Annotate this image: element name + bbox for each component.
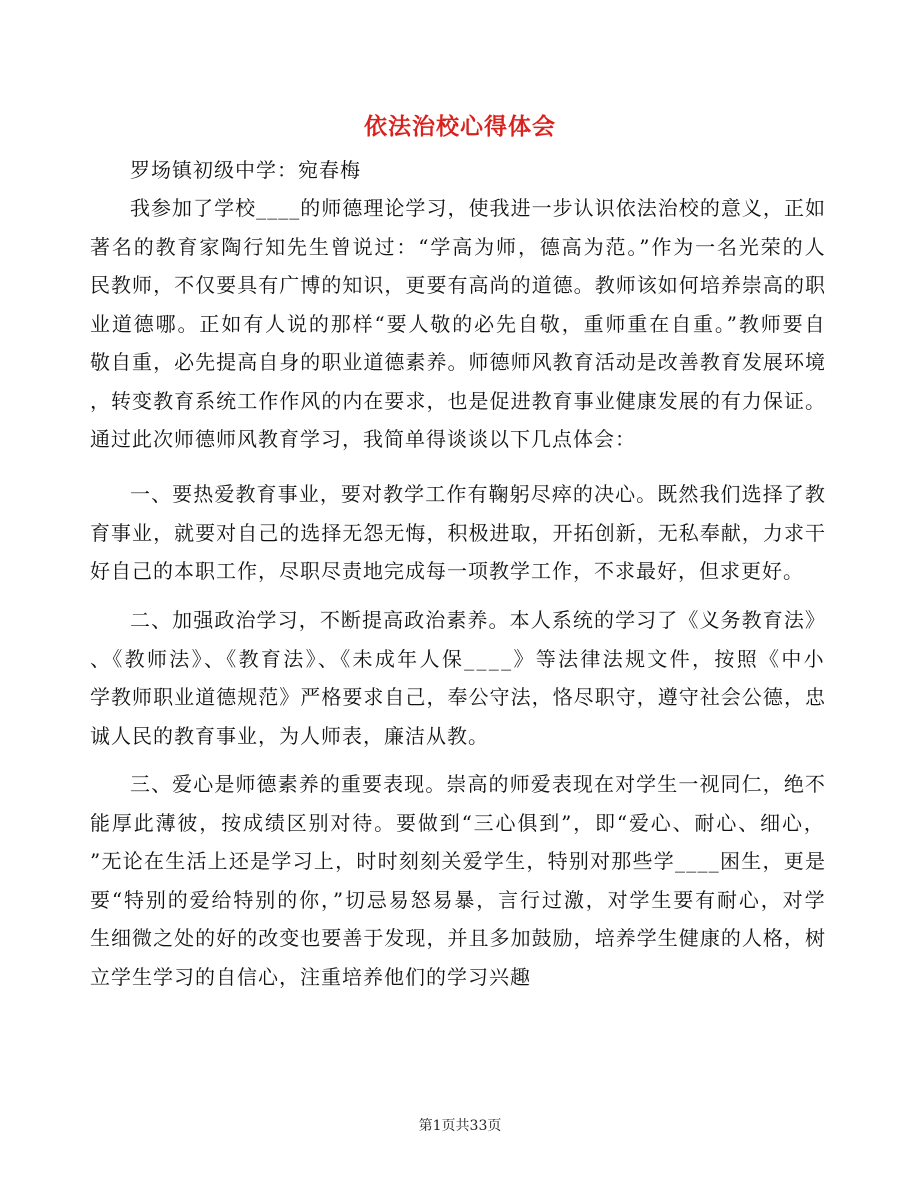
paragraph-line: 民教师，不仅要具有广博的知识，更要有高尚的道德。教师该如何培养崇高的职	[90, 273, 827, 297]
paragraph-line: 我参加了学校____的师德理论学习，使我进一步认识依法治校的意义，正如	[130, 196, 827, 220]
paragraph-line: ，转变教育系统工作作风的内在要求，也是促进教育事业健康发展的有力保证。	[90, 388, 827, 413]
paragraph-line: 诚人民的教育事业，为人师表，廉洁从教。	[90, 723, 489, 748]
paragraph-line: 能厚此薄彼，按成绩区别对待。要做到“三心俱到”，即“爱心、耐心、细心，	[90, 810, 826, 835]
paragraph-line: 著名的教育家陶行知先生曾说过：“学高为师，德高为范。”作为一名光荣的人	[90, 234, 827, 259]
paragraph-line: 敬自重，必先提高自身的职业道德素养。师德师风教育活动是改善教育发展环境	[90, 350, 827, 374]
paragraph-line: ”无论在生活上还是学习上，时时刻刻关爱学生，特别对那些学____困生，更是	[90, 849, 827, 873]
paragraph-line: 三、爱心是师德素养的重要表现。崇高的师爱表现在对学生一视同仁，绝不	[130, 772, 827, 796]
paragraph-line: 育事业，就要对自己的选择无怨无悔，积极进取，开拓创新，无私奉献，力求干	[90, 520, 827, 545]
paragraph-line: 好自己的本职工作，尽职尽责地完成每一项教学工作，不求最好，但求更好。	[90, 559, 804, 583]
paragraph-line: 生细微之处的好的改变也要善于发现，并且多加鼓励，培养学生健康的人格，树	[90, 926, 827, 950]
paragraph-line: 要“特别的爱给特别的你，”切忌易怒易暴，言行过激，对学生要有耐心，对学	[90, 887, 827, 912]
document-title: 依法治校心得体会	[364, 114, 556, 140]
paragraph-line: 二、加强政治学习，不断提高政治素养。本人系统的学习了《义务教育法》	[130, 608, 827, 632]
paragraph-line: 业道德哪。正如有人说的那样“要人敬的必先自敬，重师重在自重。”教师要自	[90, 311, 827, 336]
paragraph-line: 立学生学习的自信心，注重培养他们的学习兴趣	[90, 964, 531, 989]
author-line: 罗场镇初级中学：宛春梅	[130, 158, 361, 182]
page-footer: 第1页共33页	[418, 1118, 502, 1134]
paragraph-line: 通过此次师德师风教育学习，我简单得谈谈以下几点体会：	[90, 427, 636, 451]
paragraph-line: 、《教师法》、《教育法》、《未成年人保____》等法律法规文件，按照《中小	[90, 646, 826, 671]
paragraph-line: 一、要热爱教育事业，要对教学工作有鞠躬尽瘁的决心。既然我们选择了教	[130, 482, 827, 506]
paragraph-line: 学教师职业道德规范》严格要求自己，奉公守法，恪尽职守，遵守社会公德，忠	[90, 685, 827, 709]
